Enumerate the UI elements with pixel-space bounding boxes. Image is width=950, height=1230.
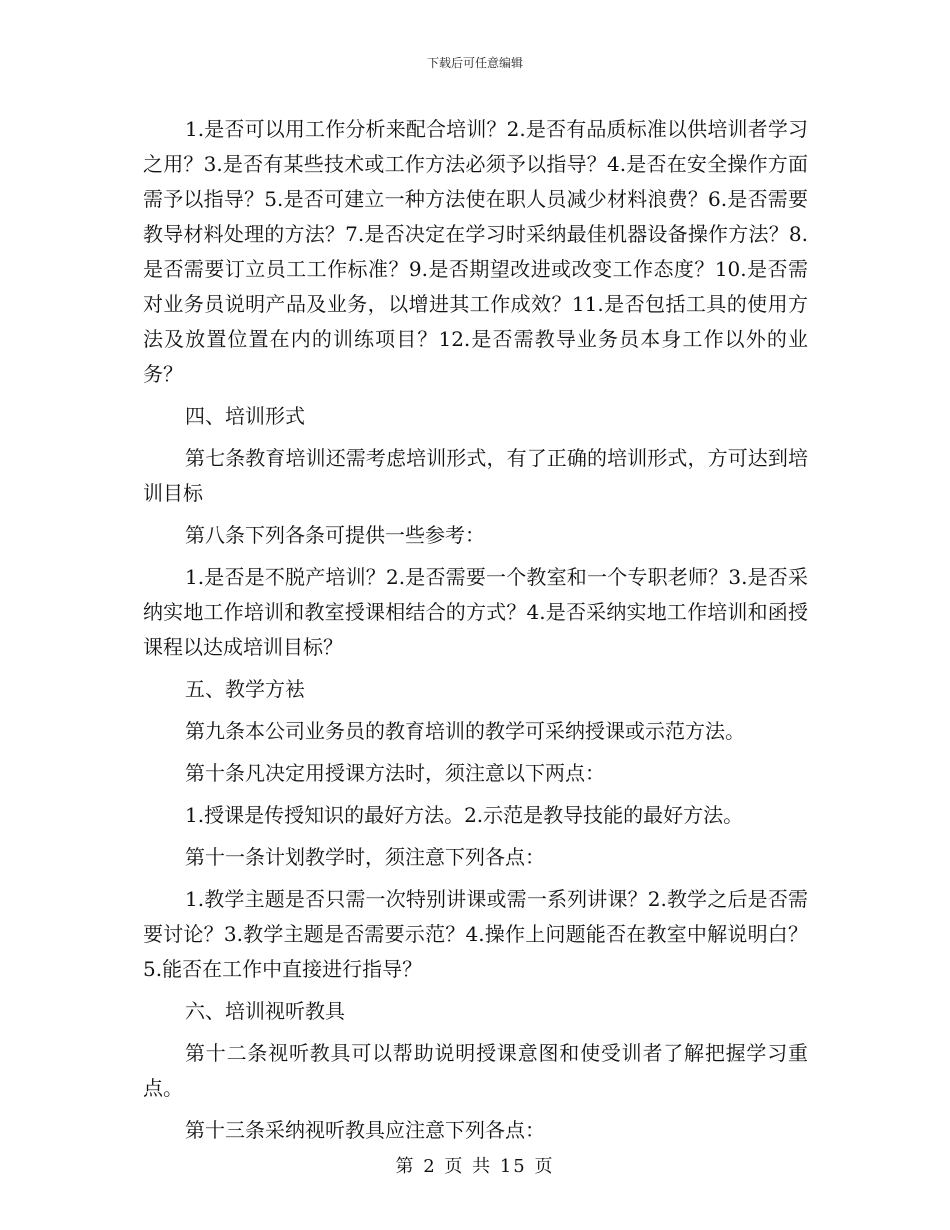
paragraph-article-8: 第八条下列各条可提供一些参考：	[185, 523, 485, 547]
section-heading-teaching-method: 五、教学方袪	[185, 677, 305, 701]
paragraph-article-12: 第十二条视听教具可以帮助说明授课意图和使受训者了解把握学习重点。	[143, 1041, 808, 1100]
section-heading-av-aids: 六、培训视听教具	[185, 999, 345, 1023]
paragraph-training-form-list: 1.是否是不脱产培训？2.是否需要一个教室和一个专职老师？3.是否采纳实地工作培训和教室授课相结合的方式？4.是否采纳实地工作培训和函授课程以达成培训目标？	[143, 565, 808, 659]
paragraph-article-13: 第十三条采纳视听教具应注意下列各点：	[185, 1118, 545, 1142]
paragraph-article-10: 第十条凡决定用授课方法时，须注意以下两点：	[185, 761, 605, 785]
paragraph-article-9: 第九条本公司业务员的教育培训的教学可采纳授课或示范方法。	[185, 719, 745, 743]
paragraph-article-11: 第十一条计划教学时，须注意下列各点：	[185, 845, 545, 869]
page-footer: 第 2 页 共 15 页	[395, 1156, 555, 1177]
document-body	[143, 112, 808, 1155]
paragraph-training-checklist: 1.是否可以用工作分析来配合培训？2.是否有品质标准以供培训者学习之用？3.是否有某些技术或工作方法必须予以指导？4.是否在安全操作方面需予以指导？5.是否可建立一种方法使在职人员减少材料浪费？6.是否需要教导材料处理的方法？7.是否决定在学习时采纳最佳机器设备操作方法？8.是否需要订立员工工作标准？9.是否期望改进或改变工作态度？10.是否需对业务员说明产品及业务，以增进其工作成效？11.是否包括工具的使用方法及放置位置在内的训练项目？12.是否需教导业务员本身工作以外的业务？	[143, 117, 808, 386]
paragraph-article-7: 第七条教育培训还需考虑培训形式，有了正确的培训形式，方可达到培训目标	[143, 446, 808, 505]
paragraph-teaching-plan-list: 1.教学主题是否只需一次特别讲课或需一系列讲课？2.教学之后是否需要讨论？3.教学主题是否需要示范？4.操作上问题能否在教室中解说明白？5.能否在工作中直接进行指导？	[143, 887, 808, 981]
section-heading-training-form: 四、培训形式	[185, 404, 305, 428]
paragraph-lecture-demo-points: 1.授课是传授知识的最好方法。2.示范是教导技能的最好方法。	[185, 803, 744, 827]
page-header: 下载后可任意编辑	[426, 56, 523, 70]
